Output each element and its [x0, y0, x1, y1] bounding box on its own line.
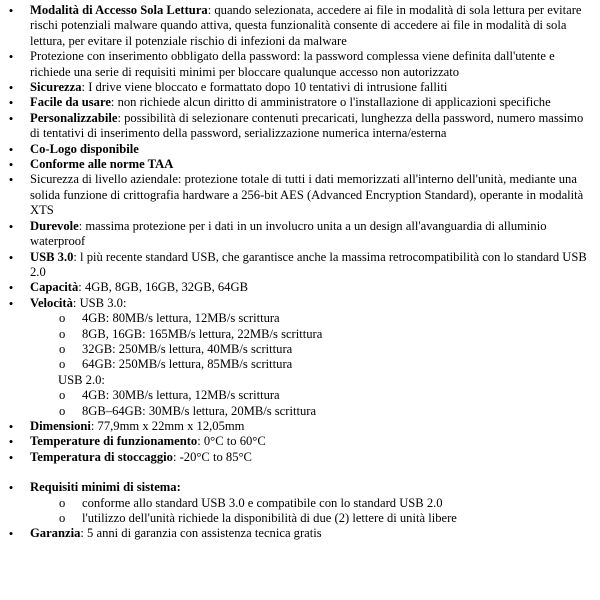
item-text: 0°C to 60°C — [203, 434, 266, 449]
bullet-icon — [7, 219, 15, 235]
item-title: Co-Logo disponibile — [30, 141, 139, 156]
list-item-dimensioni: • Dimensioni: 77,9mm x 22mm x 12,05mm — [4, 419, 596, 434]
list-item-garanzia: • Garanzia: 5 anni di garanzia con assistenza tecnica gratis — [4, 526, 596, 541]
circle-bullet-icon: o — [59, 311, 66, 326]
item-title: Requisiti minimi di sistema — [30, 480, 177, 495]
list-item-temp-stoccaggio: • Temperatura di stoccaggio: -20°C to 85°C — [4, 450, 596, 465]
list-item-usb3: • USB 3.0: l più recente standard USB, che garantisce anche la massima retrocompatibilità con lo standard USB 2.0 — [4, 250, 596, 281]
list-item-cologo — [4, 142, 596, 157]
item-title: Durevole — [30, 218, 79, 233]
item-text: non richiede alcun diritto di amministratore o l'installazione di applicazioni specifiche — [117, 95, 551, 110]
list-item-requisiti: • Requisiti minimi di sistema: — [4, 480, 596, 495]
usb3-label: USB 3.0: — [79, 295, 127, 310]
item-text: -20°C to 85°C — [179, 449, 252, 464]
item-text: 5 anni di garanzia con assistenza tecnica gratis — [87, 526, 322, 541]
circle-bullet-icon: o — [59, 403, 66, 418]
bullet-icon — [7, 526, 15, 542]
bullet-icon — [7, 296, 15, 312]
bullet-icon — [7, 80, 15, 96]
bullet-icon — [7, 434, 15, 450]
circle-bullet-icon: o — [59, 357, 66, 372]
item-title: Capacità — [30, 280, 79, 295]
bullet-icon — [7, 480, 15, 496]
item-title: Temperature di funzionamento — [30, 434, 198, 449]
item-title: Conforme alle norme TAA — [30, 157, 174, 172]
circle-bullet-icon: o — [59, 341, 66, 356]
circle-bullet-icon: o — [59, 326, 66, 341]
bullet-icon — [7, 280, 15, 296]
bullet-icon — [7, 3, 15, 19]
sub-item-usb3-3: o 64GB: 250MB/s lettura, 85MB/s scrittura — [59, 357, 293, 372]
bullet-icon — [7, 142, 15, 158]
bullet-icon — [7, 450, 15, 466]
item-title: Facile da usare — [30, 95, 111, 110]
item-text: possibilità di selezionare contenuti precaricati, lunghezza della password, numero massimo di tentativi di inserimento della password, serializzazione numerica interna/esterna — [30, 110, 584, 141]
bullet-icon — [7, 111, 15, 127]
list-item-sicurezza: • Sicurezza: I drive viene bloccato e formattato dopo 10 tentativi di intrusione falliti — [4, 80, 596, 95]
bullet-icon — [7, 250, 15, 266]
item-title: Dimensioni — [30, 418, 91, 433]
bullet-icon — [7, 157, 15, 173]
list-item-durevole: • Durevole: massima protezione per i dati in un involucro unita a un design all'avanguardia di alluminio waterproof — [4, 219, 596, 250]
list-item-modalita: • Modalità di Accesso Sola Lettura: quando selezionata, accedere ai file in modalità di sola lettura per evitare rischi potenziali malware quando attiva, questa funzionalità consente di accedere ai file in modalità di sola lettura, per evitare il potenziale rischio di infezioni da malware — [4, 3, 596, 49]
list-item-velocita: • Velocità: USB 3.0: — [4, 296, 596, 311]
circle-bullet-icon: o — [59, 388, 66, 403]
sub-item-requisiti-1: o l'utilizzo dell'unità richiede la disponibilità di due (2) lettere di unità libere — [59, 511, 457, 525]
item-title: Modalità di Accesso Sola Lettura — [30, 3, 208, 17]
item-text: 4GB, 8GB, 16GB, 32GB, 64GB — [84, 280, 248, 295]
bullet-icon — [7, 419, 15, 435]
bullet-icon — [7, 49, 15, 65]
sub-item-usb3-1: o 8GB, 16GB: 165MB/s lettura, 22MB/s scrittura — [59, 326, 323, 341]
list-item-aziendale — [4, 172, 596, 218]
item-text: l più recente standard USB, che garantisce anche la massima retrocompatibilità con lo standard USB 2.0 — [30, 249, 587, 279]
item-title: USB 3.0 — [30, 249, 74, 264]
item-text: quando selezionata, accedere ai file in modalità di sola lettura per evitare rischi potenziali malware quando attiva, questa funzionalità consente di accedere ai file in modalità di sola lettura, per evitare il potenziale rischio di infezioni da malware — [30, 3, 582, 48]
list-item-personalizzabile: • Personalizzabile: possibilità di selezionare contenuti precaricati, lunghezza della password, numero massimo di tentativi di inserimento della password, serializzazione numerica interna/esterna — [4, 111, 596, 142]
sub-item-usb3-2: o 32GB: 250MB/s lettura, 40MB/s scrittura — [59, 341, 293, 356]
bullet-icon — [7, 95, 15, 111]
item-text: Sicurezza di livello aziendale: protezione totale di tutti i dati memorizzati all'interno dell'unità, mediante una solida funzione di crittografia hardware a 256-bit AES (Advanced Encryption Standard), operante in modalità XTS — [30, 172, 584, 218]
list-item-protezione — [4, 49, 596, 80]
item-title: Garanzia — [30, 526, 81, 541]
item-title: Temperatura di stoccaggio — [30, 449, 173, 464]
list-item-facile: • Facile da usare: non richiede alcun diritto di amministratore o l'installazione di applicazioni specifiche — [4, 95, 596, 110]
list-item-taa — [4, 157, 596, 172]
item-title: Velocità — [30, 295, 73, 310]
usb2-label: USB 2.0: — [58, 372, 105, 387]
sub-item-requisiti-0: o conforme allo standard USB 3.0 e compatibile con lo standard USB 2.0 — [59, 495, 443, 510]
item-text: massima protezione per i dati in un involucro unita a un design all'avanguardia di alluminio waterproof — [30, 218, 547, 249]
sub-item-usb2-1: o 8GB–64GB: 30MB/s lettura, 20MB/s scrittura — [59, 403, 317, 418]
sub-item-usb3-0: o 4GB: 80MB/s lettura, 12MB/s scrittura — [59, 311, 280, 326]
list-item-temp-funzionamento: • Temperature di funzionamento: 0°C to 60°C — [4, 434, 596, 449]
sub-item-usb2-0: o 4GB: 30MB/s lettura, 12MB/s scrittura — [59, 388, 280, 403]
circle-bullet-icon: o — [59, 511, 66, 525]
item-text: Protezione con inserimento obbligato della password: la password complessa viene definita dall'utente e richiede una serie di requisiti minimi per bloccare qualunque accesso non autorizzato — [30, 49, 555, 79]
item-text: 77,9mm x 22mm x 12,05mm — [97, 418, 245, 433]
item-title: Personalizzabile — [30, 110, 118, 125]
list-item-capacita: • Capacità: 4GB, 8GB, 16GB, 32GB, 64GB — [4, 280, 596, 295]
item-text: I drive viene bloccato e formattato dopo 10 tentativi di intrusione falliti — [88, 80, 448, 95]
spacer — [4, 465, 596, 480]
item-title: Sicurezza — [30, 80, 82, 95]
bullet-icon — [7, 172, 15, 188]
circle-bullet-icon: o — [59, 495, 66, 510]
